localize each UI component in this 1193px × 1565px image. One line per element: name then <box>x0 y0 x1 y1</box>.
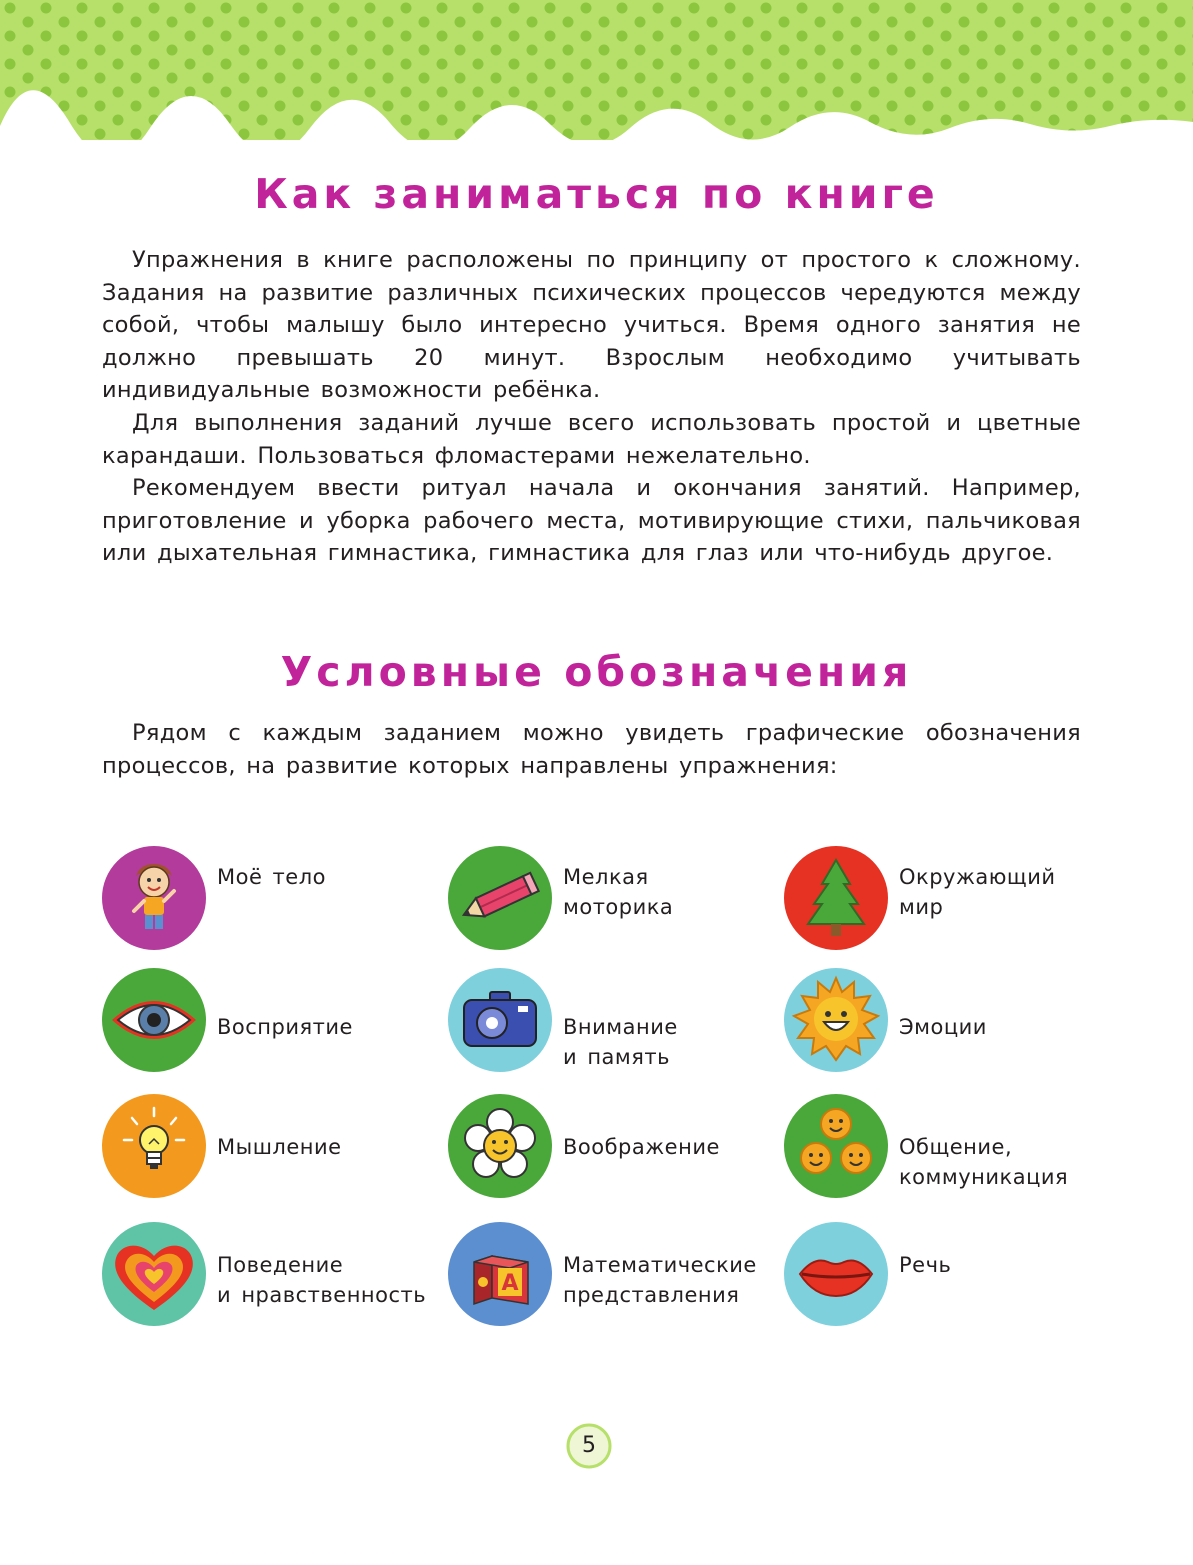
legend-item-world <box>784 846 1114 950</box>
legend-label: Поведение и нравственность <box>217 1253 427 1307</box>
flower-icon <box>448 1094 552 1198</box>
lips-icon <box>784 1222 888 1326</box>
legend-label: Внимание и память <box>563 1015 678 1069</box>
legend-label: Общение, коммуникация <box>899 1135 1069 1189</box>
legend-item-behaviour <box>102 1222 442 1326</box>
legend-label: Моё тело <box>217 865 326 889</box>
camera-icon <box>448 968 552 1072</box>
legend-item-perception <box>102 968 432 1072</box>
legend-label: Математические представления <box>563 1253 757 1307</box>
smileys-icon <box>784 1094 888 1198</box>
pencil-icon <box>448 846 552 950</box>
section-title-legend: Условные обозначения <box>280 648 913 696</box>
eye-icon <box>102 968 206 1072</box>
legend-label: Восприятие <box>217 1015 353 1039</box>
legend-item-emotions <box>784 968 1114 1072</box>
page-number: 5 <box>582 1433 596 1458</box>
legend-label: Окружающий мир <box>899 865 1056 919</box>
legend-item-attention-memory <box>448 968 778 1072</box>
blocks-icon <box>448 1222 552 1326</box>
legend-label: Эмоции <box>899 1015 987 1039</box>
legend-item-communication <box>784 1094 1114 1198</box>
legend-item-my-body <box>102 846 432 950</box>
section-title-how-to-use: Как заниматься по книге <box>254 170 939 218</box>
child-icon <box>102 846 206 950</box>
legend-item-fine-motor <box>448 846 778 950</box>
header-band <box>0 0 1193 140</box>
paragraph-exercises: Упражнения в книге расположены по принципу от простого к сложному. Задания на развитие различных психических процессов чередуются между собой, чтобы малышу было интересно учиться. Время одного занятия не должно превышать 20 минут. Взрослым необходимо учитывать индивидуальные возможности ребёнка. <box>102 247 1081 403</box>
svg-text:A: A <box>501 1271 519 1296</box>
legend-label: Речь <box>899 1253 952 1277</box>
paragraph-legend-intro: Рядом с каждым заданием можно увидеть графические обозначения процессов, на развитие которых направлены упражнения: <box>102 720 1081 779</box>
paragraph-ritual: Рекомендуем ввести ритуал начала и окончания занятий. Например, приготовление и уборка рабочего места, мотивирующие стихи, пальчиковая или дыхательная гимнастика, гимнастика для глаз или что-нибудь другое. <box>102 475 1081 566</box>
heart-icon <box>102 1222 206 1326</box>
legend-label: Воображение <box>563 1135 720 1159</box>
legend-item-speech <box>784 1222 1114 1326</box>
sun-icon <box>784 968 888 1072</box>
legend-item-math <box>448 1222 788 1326</box>
legend-label: Мышление <box>217 1135 342 1159</box>
paragraph-pencils: Для выполнения заданий лучше всего использовать простой и цветные карандаши. Пользоваться фломастерами нежелательно. <box>102 410 1081 469</box>
tree-icon <box>784 846 888 950</box>
legend-item-imagination <box>448 1094 778 1198</box>
legend-label: Мелкая моторика <box>563 865 674 919</box>
lightbulb-icon <box>102 1094 206 1198</box>
legend-item-thinking <box>102 1094 432 1198</box>
